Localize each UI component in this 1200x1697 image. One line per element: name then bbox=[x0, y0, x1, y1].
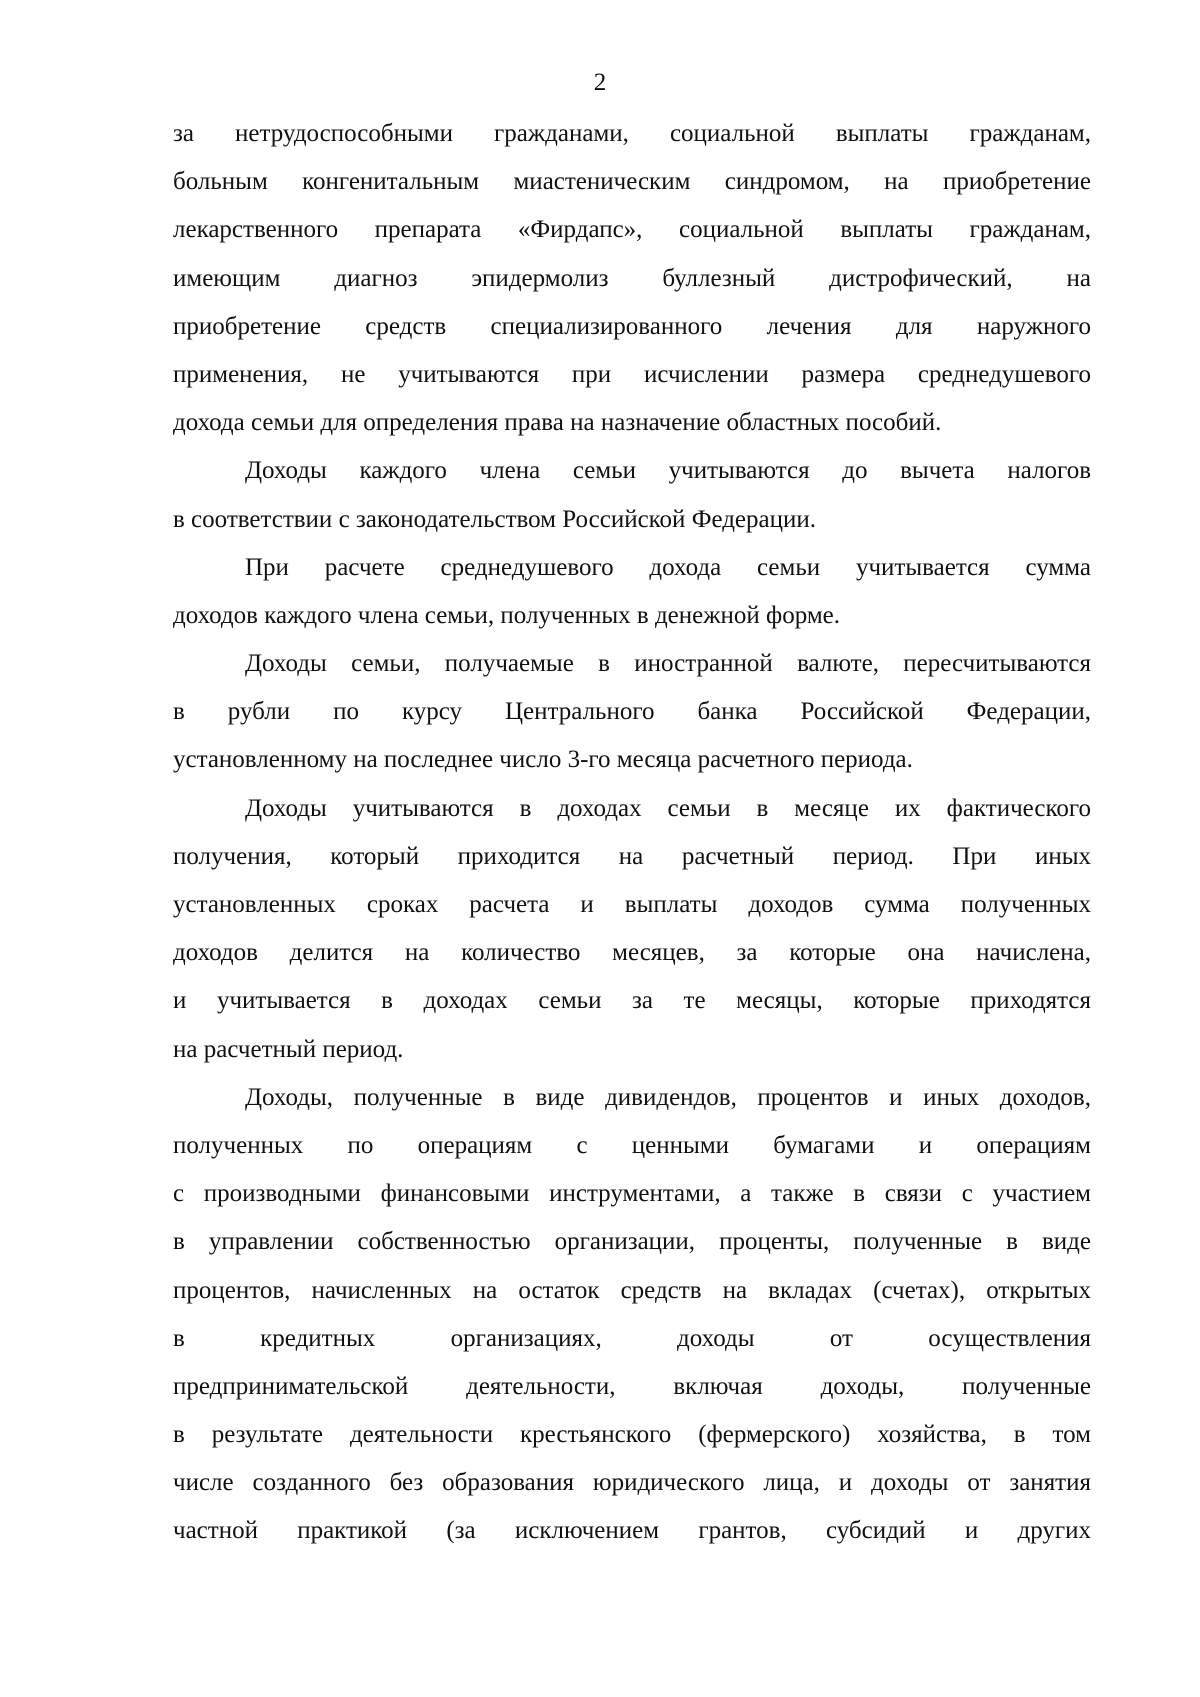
text-line: Доходы учитываются в доходах семьи в месяце их фактического bbox=[245, 794, 1091, 822]
text-line: в рубли по курсу Центрального банка Российской Федерации, bbox=[173, 698, 1091, 726]
text-line: полученных по операциям с ценными бумагами и операциям bbox=[173, 1131, 1091, 1159]
text-line: установленных сроках расчета и выплаты доходов сумма полученных bbox=[173, 891, 1091, 918]
text-line: доходов делится на количество месяцев, за которые она начислена, bbox=[173, 939, 1091, 967]
text-line: в управлении собственностью организации, проценты, полученные в виде bbox=[173, 1228, 1091, 1256]
text-line: в кредитных организациях, доходы от осуществления bbox=[173, 1324, 1091, 1352]
text-line: приобретение средств специализированного лечения для наружного bbox=[173, 312, 1091, 340]
text-line: установленному на последнее число 3-го месяца расчетного периода. bbox=[173, 746, 913, 774]
text-line: за нетрудоспособными гражданами, социальной выплаты гражданам, bbox=[173, 120, 1091, 147]
text-line: Доходы, полученные в виде дивидендов, процентов и иных доходов, bbox=[245, 1083, 1091, 1111]
text-line: с производными финансовыми инструментами, а также в связи с участием bbox=[173, 1180, 1091, 1208]
text-line: процентов, начисленных на остаток средств на вкладах (счетах), открытых bbox=[173, 1276, 1091, 1304]
text-line: и учитывается в доходах семьи за те месяцы, которые приходятся bbox=[173, 987, 1091, 1015]
text-line: на расчетный период. bbox=[173, 1035, 404, 1063]
text-line: дохода семьи для определения права на назначение областных пособий. bbox=[173, 409, 942, 437]
page-number: 2 bbox=[593, 69, 607, 96]
text-line: числе созданного без образования юридического лица, и доходы от занятия bbox=[173, 1469, 1091, 1497]
text-line: Доходы каждого члена семьи учитываются до вычета налогов bbox=[245, 457, 1091, 485]
text-line: применения, не учитываются при исчислении размера среднедушевого bbox=[173, 360, 1091, 388]
text-line: в соответствии с законодательством Российской Федерации. bbox=[173, 505, 817, 533]
text-line: предпринимательской деятельности, включая доходы, полученные bbox=[173, 1372, 1091, 1400]
text-line: в результате деятельности крестьянского (фермерского) хозяйства, в том bbox=[173, 1421, 1091, 1449]
text-line: имеющим диагноз эпидермолиз буллезный дистрофический, на bbox=[173, 264, 1091, 292]
text-line: получения, который приходится на расчетный период. При иных bbox=[173, 842, 1091, 870]
document-body bbox=[173, 110, 1091, 1556]
text-line: частной практикой (за исключением грантов, субсидий и других bbox=[173, 1517, 1091, 1545]
text-line: Доходы семьи, получаемые в иностранной валюте, пересчитываются bbox=[245, 650, 1091, 678]
text-line: больным конгенитальным миастеническим синдромом, на приобретение bbox=[173, 168, 1091, 196]
text-line: лекарственного препарата «Фирдапс», социальной выплаты гражданам, bbox=[173, 216, 1091, 244]
text-line: доходов каждого члена семьи, полученных в денежной форме. bbox=[173, 601, 841, 629]
text-line: При расчете среднедушевого дохода семьи учитывается сумма bbox=[245, 553, 1091, 581]
